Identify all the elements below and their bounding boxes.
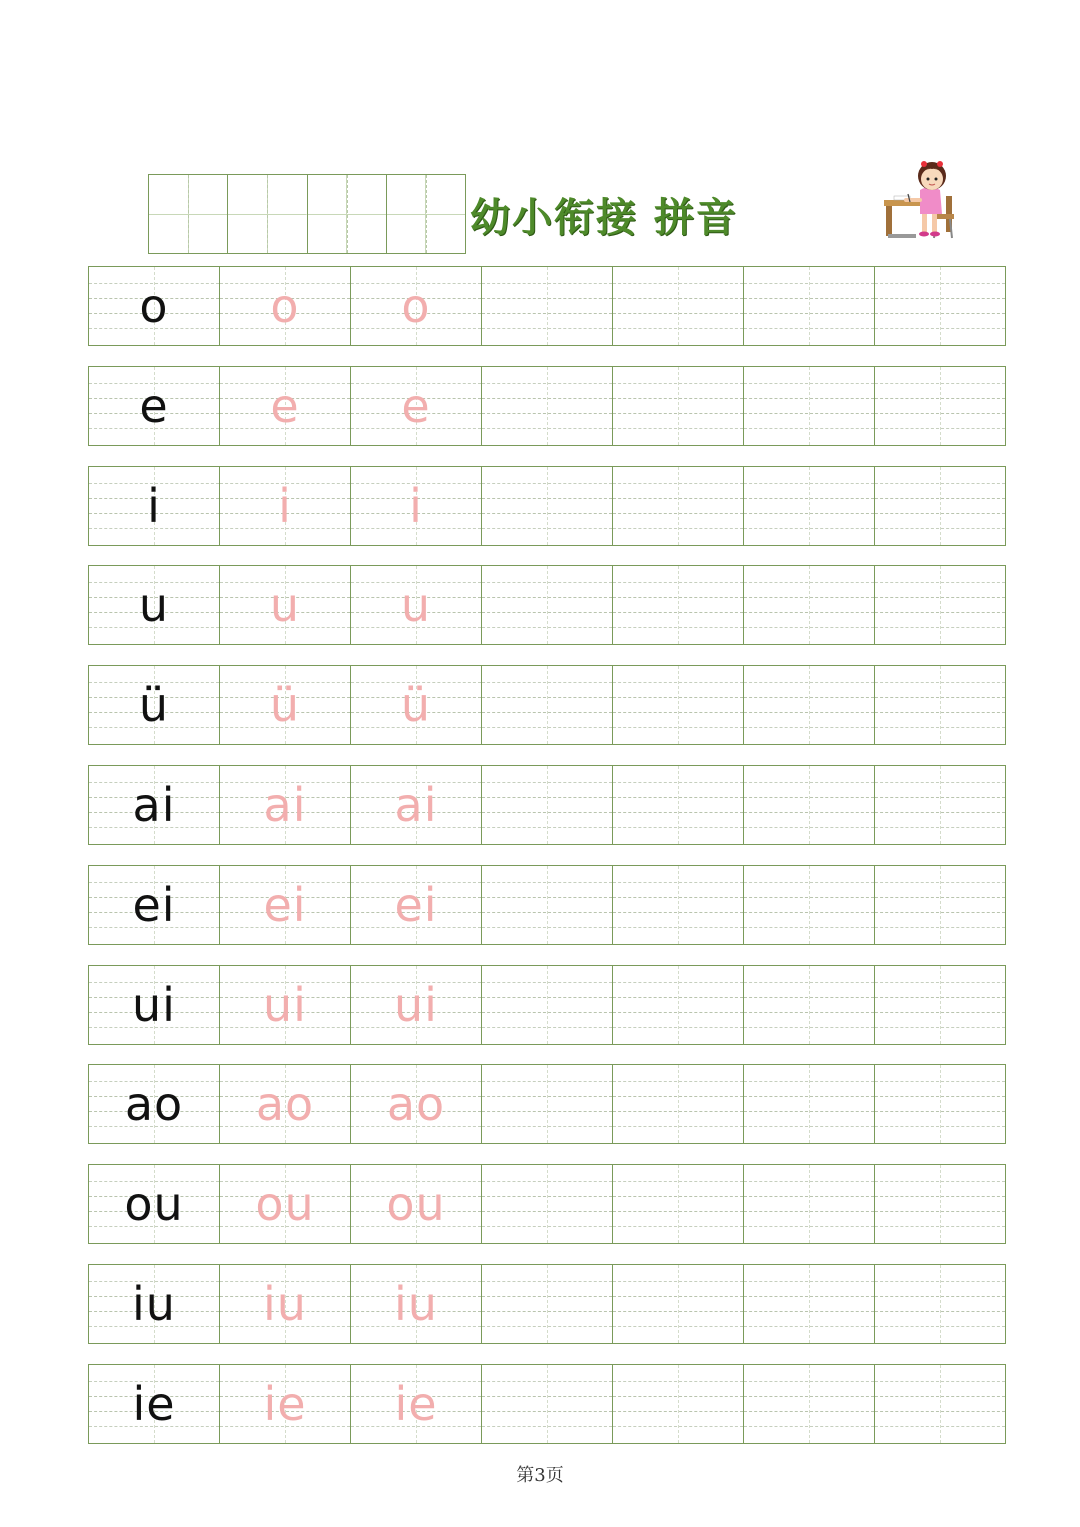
trace-letter-cell[interactable] xyxy=(351,966,482,1044)
blank-writing-cell[interactable] xyxy=(744,1065,875,1143)
blank-writing-cell[interactable] xyxy=(613,966,744,1044)
model-letter-cell[interactable] xyxy=(89,866,220,944)
blank-writing-cell[interactable] xyxy=(613,866,744,944)
trace-letter-cell[interactable] xyxy=(351,1165,482,1243)
blank-writing-cell[interactable] xyxy=(482,1165,613,1243)
blank-writing-cell[interactable] xyxy=(482,566,613,644)
trace-letter: ei xyxy=(394,878,438,932)
blank-writing-cell[interactable] xyxy=(875,666,1005,744)
trace-letter: ao xyxy=(386,1077,446,1131)
trace-letter-cell[interactable] xyxy=(220,766,351,844)
practice-row xyxy=(88,565,1006,645)
blank-writing-cell[interactable] xyxy=(744,1165,875,1243)
blank-writing-cell[interactable] xyxy=(875,1365,1005,1443)
model-letter: ui xyxy=(132,978,176,1032)
blank-writing-cell[interactable] xyxy=(613,467,744,545)
trace-letter-cell[interactable] xyxy=(351,1065,482,1143)
blank-writing-cell[interactable] xyxy=(613,1065,744,1143)
practice-row xyxy=(88,266,1006,346)
trace-letter: ai xyxy=(263,778,307,832)
blank-writing-cell[interactable] xyxy=(613,566,744,644)
name-box[interactable] xyxy=(148,174,466,254)
blank-writing-cell[interactable] xyxy=(613,766,744,844)
name-box-cell[interactable] xyxy=(308,175,387,253)
practice-row xyxy=(88,466,1006,546)
trace-letter: u xyxy=(400,578,432,632)
model-letter-cell[interactable] xyxy=(89,566,220,644)
trace-letter-cell[interactable] xyxy=(220,467,351,545)
practice-row xyxy=(88,965,1006,1045)
trace-letter: i xyxy=(409,479,423,533)
model-letter: i xyxy=(147,479,161,533)
trace-letter: o xyxy=(401,279,431,333)
trace-letter: u xyxy=(269,578,301,632)
trace-letter-cell[interactable] xyxy=(351,367,482,445)
blank-writing-cell[interactable] xyxy=(613,1165,744,1243)
blank-writing-cell[interactable] xyxy=(482,467,613,545)
page-number: 第3页 xyxy=(516,1465,564,1486)
model-letter-cell[interactable] xyxy=(89,367,220,445)
blank-writing-cell[interactable] xyxy=(744,467,875,545)
model-letter: e xyxy=(139,379,169,433)
blank-writing-cell[interactable] xyxy=(875,766,1005,844)
trace-letter: e xyxy=(401,379,431,433)
model-letter: ü xyxy=(138,678,170,732)
model-letter: iu xyxy=(132,1277,176,1331)
trace-letter: ie xyxy=(394,1377,438,1431)
trace-letter-cell[interactable] xyxy=(220,1165,351,1243)
blank-writing-cell[interactable] xyxy=(875,467,1005,545)
trace-letter: i xyxy=(278,479,292,533)
model-letter-cell[interactable] xyxy=(89,1265,220,1343)
trace-letter: ui xyxy=(394,978,438,1032)
practice-row xyxy=(88,1164,1006,1244)
name-box-cell[interactable] xyxy=(228,175,307,253)
blank-writing-cell[interactable] xyxy=(482,367,613,445)
practice-row xyxy=(88,1364,1006,1444)
trace-letter: iu xyxy=(394,1277,438,1331)
trace-letter: e xyxy=(270,379,300,433)
blank-writing-cell[interactable] xyxy=(613,1265,744,1343)
trace-letter-cell[interactable] xyxy=(351,267,482,345)
blank-writing-cell[interactable] xyxy=(744,566,875,644)
blank-writing-cell[interactable] xyxy=(482,766,613,844)
blank-writing-cell[interactable] xyxy=(482,866,613,944)
trace-letter: ou xyxy=(386,1177,446,1231)
practice-row xyxy=(88,865,1006,945)
page-title: 幼小衔接 拼音 xyxy=(470,194,738,241)
trace-letter-cell[interactable] xyxy=(351,467,482,545)
trace-letter-cell[interactable] xyxy=(220,866,351,944)
model-letter-cell[interactable] xyxy=(89,966,220,1044)
trace-letter-cell[interactable] xyxy=(351,566,482,644)
blank-writing-cell[interactable] xyxy=(875,267,1005,345)
trace-letter: ü xyxy=(400,678,432,732)
name-box-cell[interactable] xyxy=(149,175,228,253)
trace-letter-cell[interactable] xyxy=(351,766,482,844)
blank-writing-cell[interactable] xyxy=(875,1265,1005,1343)
practice-row xyxy=(88,765,1006,845)
trace-letter-cell[interactable] xyxy=(220,1065,351,1143)
blank-writing-cell[interactable] xyxy=(875,566,1005,644)
model-letter: ai xyxy=(132,778,176,832)
trace-letter-cell[interactable] xyxy=(351,866,482,944)
trace-letter-cell[interactable] xyxy=(351,666,482,744)
blank-writing-cell[interactable] xyxy=(744,766,875,844)
blank-writing-cell[interactable] xyxy=(613,367,744,445)
model-letter-cell[interactable] xyxy=(89,1065,220,1143)
trace-letter-cell[interactable] xyxy=(220,566,351,644)
trace-letter: ü xyxy=(269,678,301,732)
blank-writing-cell[interactable] xyxy=(875,367,1005,445)
blank-writing-cell[interactable] xyxy=(744,966,875,1044)
trace-letter: ao xyxy=(255,1077,315,1131)
trace-letter: ai xyxy=(394,778,438,832)
blank-writing-cell[interactable] xyxy=(482,1365,613,1443)
blank-writing-cell[interactable] xyxy=(482,666,613,744)
trace-letter-cell[interactable] xyxy=(220,367,351,445)
practice-row xyxy=(88,1264,1006,1344)
trace-letter: ou xyxy=(255,1177,315,1231)
trace-letter-cell[interactable] xyxy=(220,1265,351,1343)
practice-row xyxy=(88,366,1006,446)
trace-letter-cell[interactable] xyxy=(220,267,351,345)
trace-letter-cell[interactable] xyxy=(220,1365,351,1443)
blank-writing-cell[interactable] xyxy=(875,1165,1005,1243)
blank-writing-cell[interactable] xyxy=(613,666,744,744)
model-letter: ou xyxy=(124,1177,184,1231)
model-letter-cell[interactable] xyxy=(89,267,220,345)
model-letter: ei xyxy=(132,878,176,932)
trace-letter-cell[interactable] xyxy=(220,966,351,1044)
blank-writing-cell[interactable] xyxy=(744,666,875,744)
trace-letter: ei xyxy=(263,878,307,932)
model-letter: u xyxy=(138,578,170,632)
practice-row xyxy=(88,665,1006,745)
model-letter-cell[interactable] xyxy=(89,766,220,844)
model-letter-cell[interactable] xyxy=(89,1165,220,1243)
trace-letter: iu xyxy=(263,1277,307,1331)
blank-writing-cell[interactable] xyxy=(613,1365,744,1443)
model-letter-cell[interactable] xyxy=(89,666,220,744)
blank-writing-cell[interactable] xyxy=(875,1065,1005,1143)
model-letter-cell[interactable] xyxy=(89,467,220,545)
blank-writing-cell[interactable] xyxy=(482,1065,613,1143)
blank-writing-cell[interactable] xyxy=(744,866,875,944)
model-letter: ie xyxy=(132,1377,176,1431)
trace-letter-cell[interactable] xyxy=(351,1365,482,1443)
blank-writing-cell[interactable] xyxy=(613,267,744,345)
blank-writing-cell[interactable] xyxy=(744,267,875,345)
model-letter-cell[interactable] xyxy=(89,1365,220,1443)
trace-letter: ie xyxy=(263,1377,307,1431)
model-letter: o xyxy=(139,279,169,333)
blank-writing-cell[interactable] xyxy=(744,1365,875,1443)
trace-letter-cell[interactable] xyxy=(351,1265,482,1343)
blank-writing-cell[interactable] xyxy=(875,866,1005,944)
blank-writing-cell[interactable] xyxy=(482,267,613,345)
model-letter: ao xyxy=(124,1077,184,1131)
trace-letter: o xyxy=(270,279,300,333)
trace-letter: ui xyxy=(263,978,307,1032)
girl-at-desk-writing-icon xyxy=(880,156,970,242)
blank-writing-cell[interactable] xyxy=(875,966,1005,1044)
blank-writing-cell[interactable] xyxy=(482,1265,613,1343)
blank-writing-cell[interactable] xyxy=(744,367,875,445)
blank-writing-cell[interactable] xyxy=(744,1265,875,1343)
trace-letter-cell[interactable] xyxy=(220,666,351,744)
blank-writing-cell[interactable] xyxy=(482,966,613,1044)
practice-row xyxy=(88,1064,1006,1144)
name-box-cell[interactable] xyxy=(387,175,465,253)
